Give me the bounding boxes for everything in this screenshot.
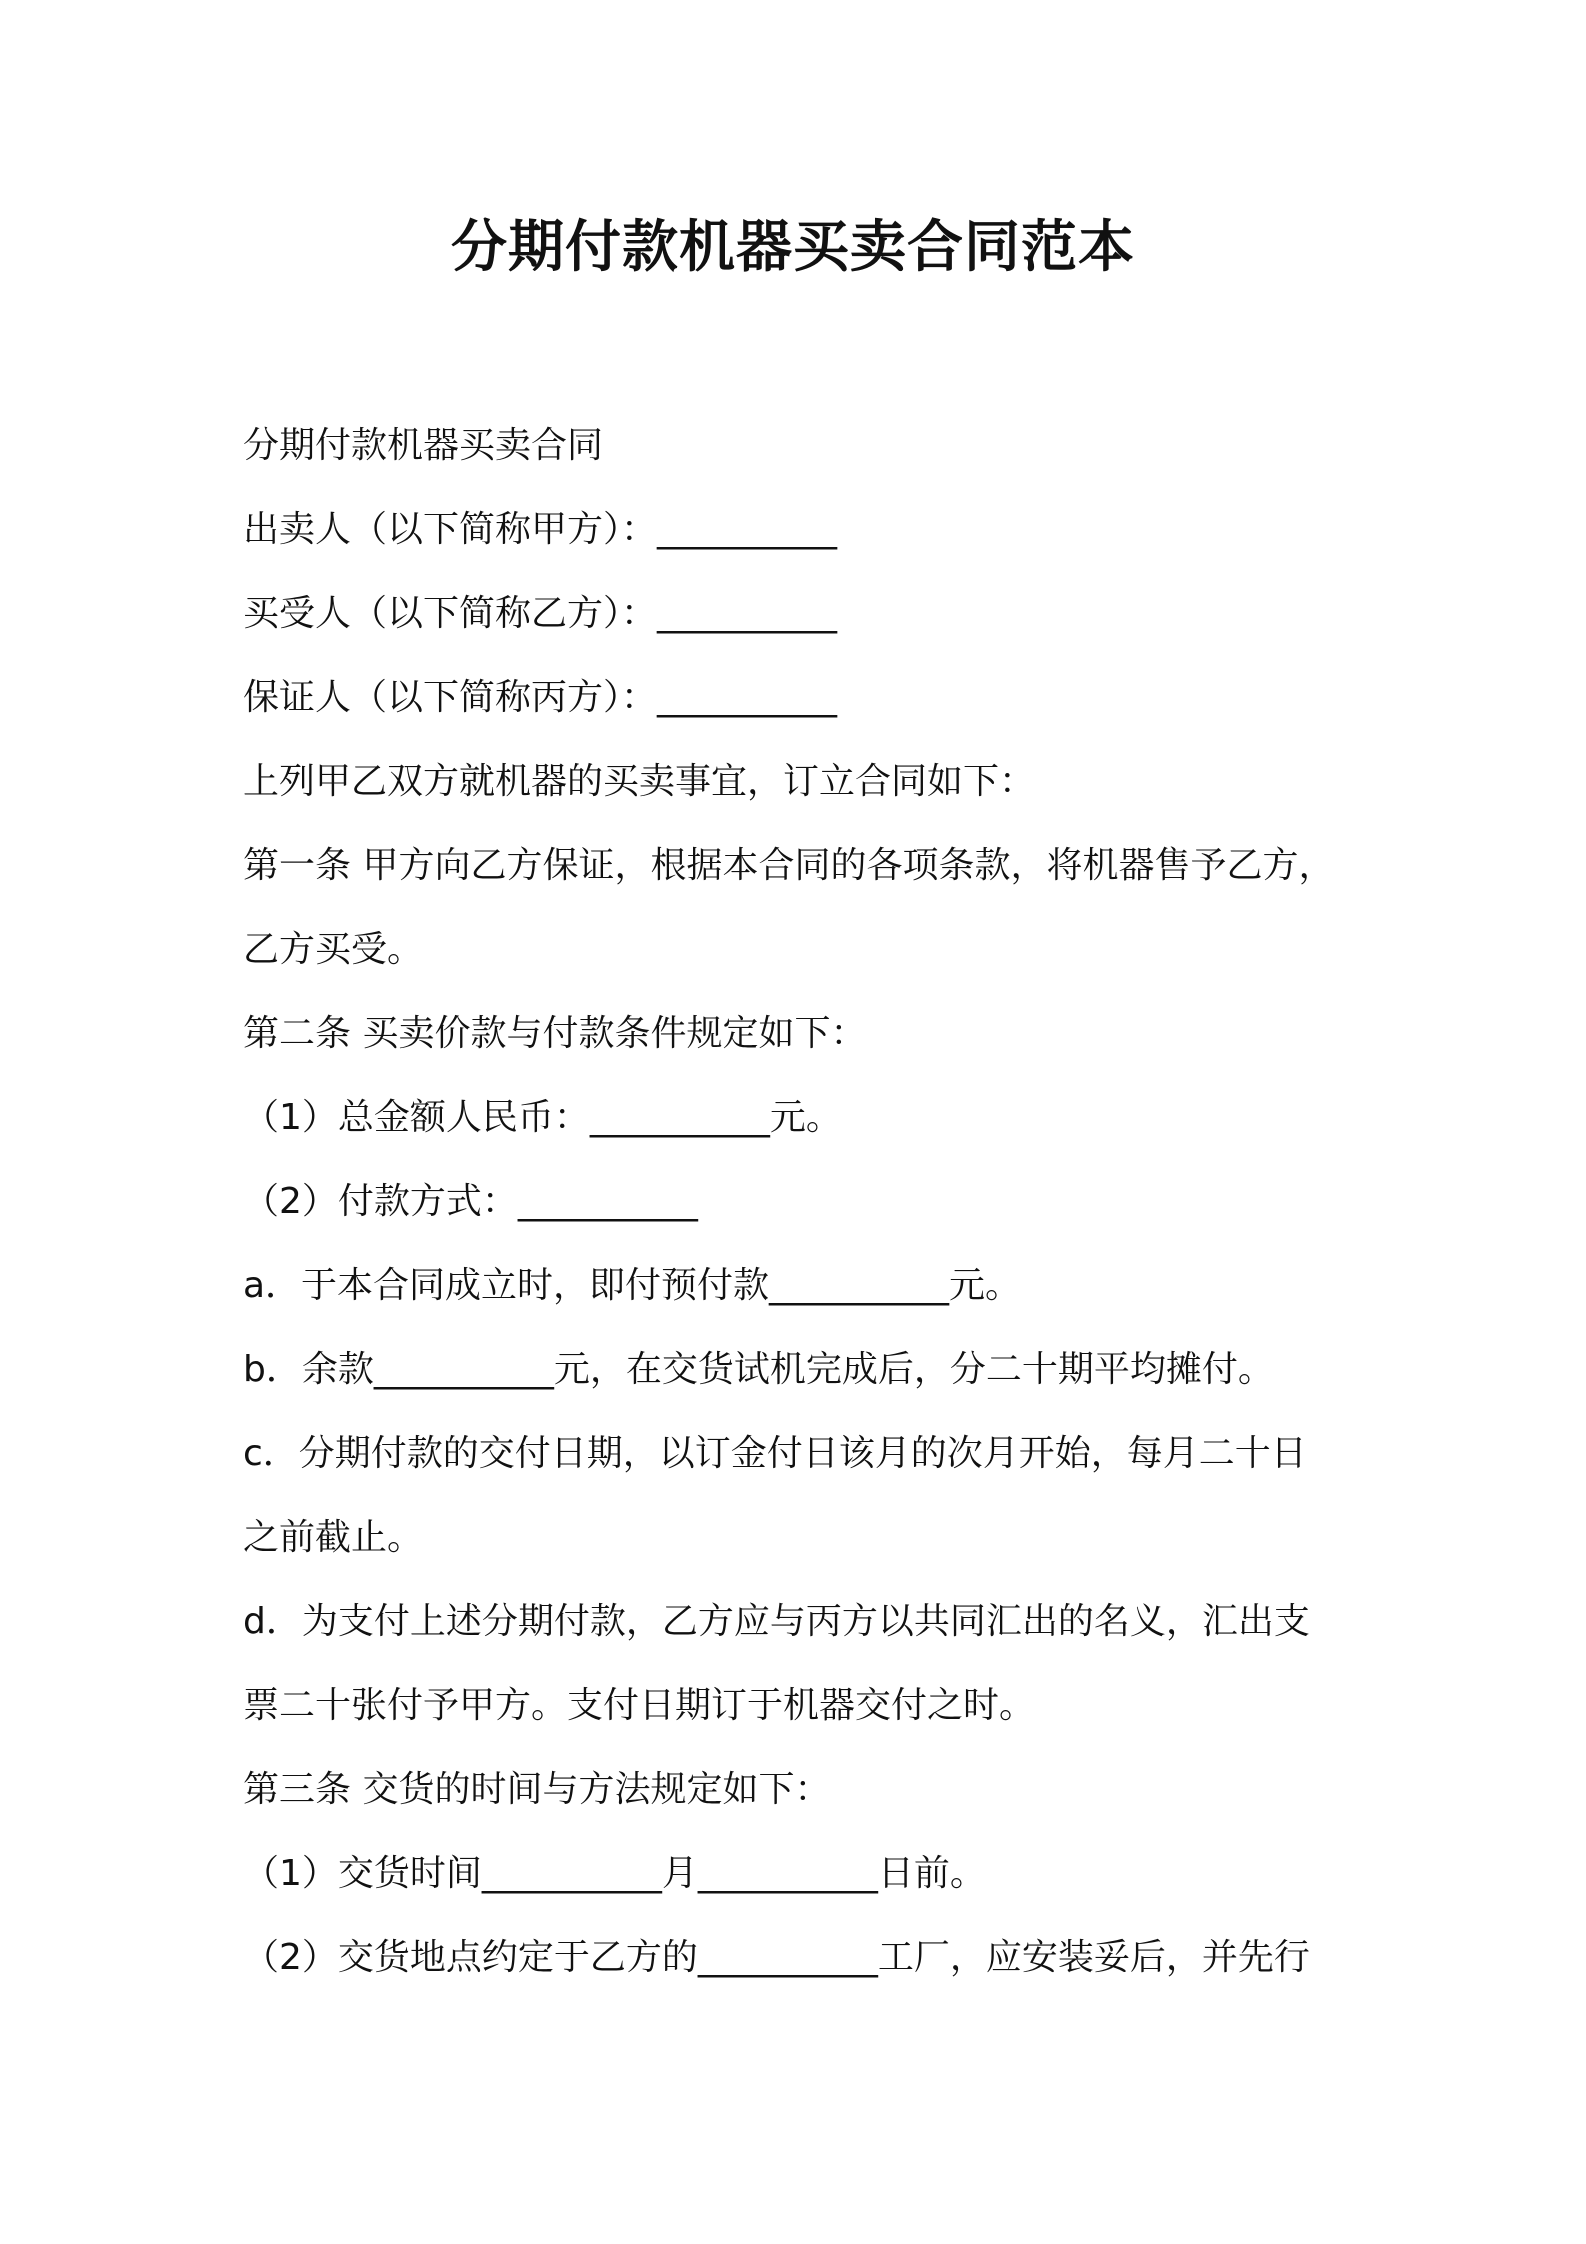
document-body: [243, 404, 1363, 2000]
preamble-line: 上列甲乙双方就机器的买卖事宜，订立合同如下：: [243, 761, 1036, 802]
article-2-item-d-line-2: 票二十张付予甲方。支付日期订于机器交付之时。: [243, 1685, 1036, 1726]
article-2-item-c-line-2: 之前截止。: [243, 1517, 424, 1558]
article-2-item-d-line-1: d．为支付上述分期付款，乙方应与丙方以共同汇出的名义，汇出支: [243, 1601, 1310, 1642]
article-2-item-c-line-1: c．分期付款的交付日期，以订金付日该月的次月开始，每月二十日: [243, 1433, 1307, 1474]
article-3-item-1: （1）交货时间__________月__________日前。: [243, 1853, 986, 1894]
article-2-item-a: a．于本合同成立时，即付预付款__________元。: [243, 1265, 1022, 1306]
article-1-line-2: 乙方买受。: [243, 929, 424, 970]
guarantor-line: 保证人（以下简称丙方）：__________: [243, 677, 838, 718]
article-2-item-2: （2）付款方式：__________: [243, 1181, 698, 1222]
article-2-item-b: b．余款__________元，在交货试机完成后，分二十期平均摊付。: [243, 1349, 1274, 1390]
article-2-item-1: （1）总金额人民币：__________元。: [243, 1097, 842, 1138]
contract-heading: 分期付款机器买卖合同: [243, 425, 604, 466]
article-3-heading: 第三条 交货的时间与方法规定如下：: [243, 1769, 831, 1810]
article-3-item-2: （2）交货地点约定于乙方的__________工厂，应安装妥后，并先行: [243, 1937, 1310, 1978]
document-title: 分期付款机器买卖合同范本: [451, 215, 1135, 280]
article-2-heading: 第二条 买卖价款与付款条件规定如下：: [243, 1013, 867, 1054]
buyer-line: 买受人（以下简称乙方）：__________: [243, 593, 838, 634]
seller-line: 出卖人（以下简称甲方）：__________: [243, 509, 838, 550]
article-1-line-1: 第一条 甲方向乙方保证，根据本合同的各项条款，将机器售予乙方，: [243, 845, 1335, 886]
